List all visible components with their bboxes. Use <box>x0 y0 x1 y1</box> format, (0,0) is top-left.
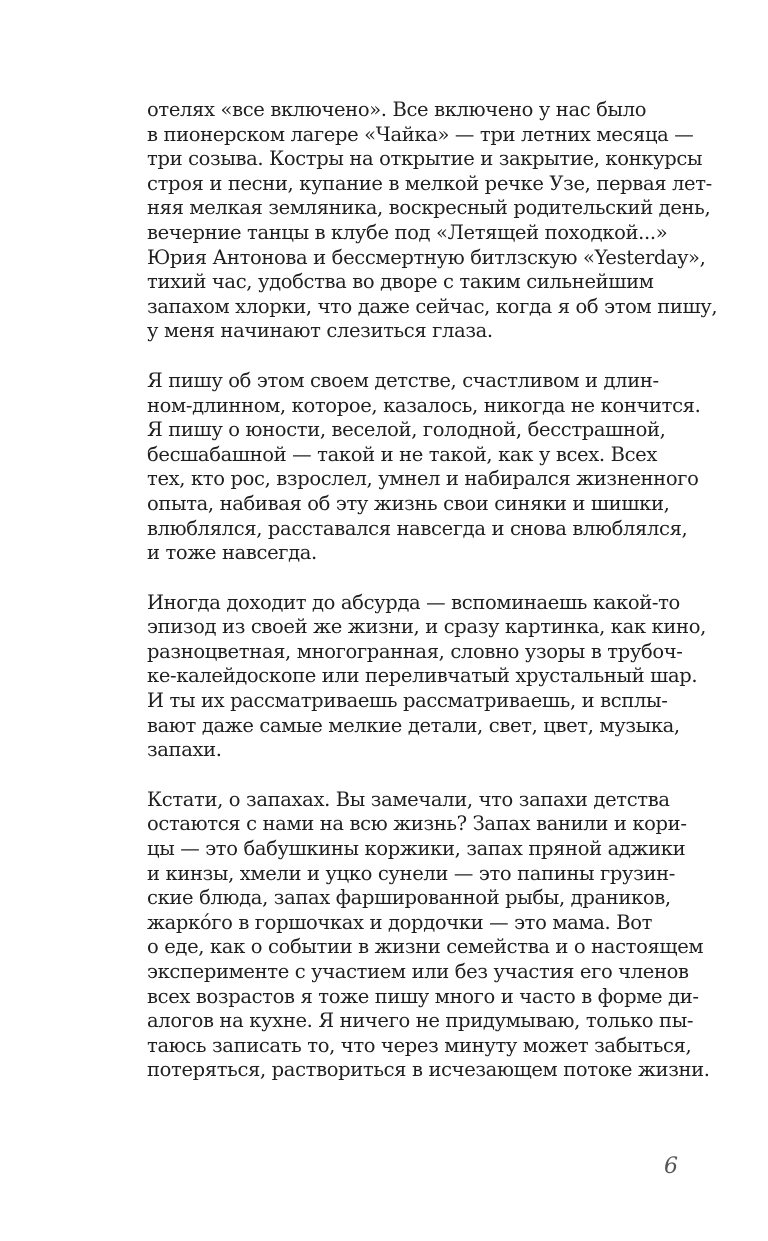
text-line: жаркóго в горшочках и дордочки — это мама. Вот <box>147 910 653 934</box>
text-line: Я пишу об этом своем детстве, счастливом и длин- <box>147 368 659 392</box>
text-line: Юрия Антонова и бессмертную битлзскую «Yesterday», <box>147 245 706 269</box>
text-line: потеряться, раствориться в исчезающем потоке жизни. <box>147 1058 710 1082</box>
text-line: Иногда доходит до абсурда — вспоминаешь какой-то <box>147 590 680 614</box>
paragraph-1 <box>147 98 718 344</box>
text-line: эксперименте с участием или без участия его членов <box>147 960 689 983</box>
text-line: алогов на кухне. Я ничего не придумываю, только пы- <box>147 1009 694 1033</box>
text-line: тех, кто рос, взрослел, умнел и набирался жизненного <box>147 467 699 491</box>
text-line: бесшабашной — такой и не такой, как у всех. Всех <box>147 442 657 466</box>
paragraph-3 <box>147 590 706 763</box>
text-line: отелях «все включено». Все включено у нас было <box>147 98 647 121</box>
text-line: ские блюда, запах фаршированной рыбы, драников, <box>147 886 671 910</box>
text-line: ном-длинном, которое, казалось, никогда не кончится. <box>147 393 701 417</box>
text-line: и кинзы, хмели и уцко сунели — это папины грузин- <box>147 861 675 885</box>
text-line: эпизод из своей же жизни, и сразу картинка, как кино, <box>147 615 706 639</box>
text-line: строя и песни, купание в мелкой речке Узе, первая лет- <box>147 171 712 195</box>
text-line: запахом хлорки, что даже сейчас, когда я об этом пишу, <box>147 294 718 318</box>
paragraph-2 <box>147 368 701 566</box>
text-line: Я пишу о юности, веселой, голодной, бесстрашной, <box>147 418 666 442</box>
text-line: ке-калейдоскопе или переливчатый хрустальный шар. <box>147 664 698 688</box>
text-line: Кстати, о запахах. Вы замечали, что запахи детства <box>147 787 670 811</box>
text-line: таюсь записать то, что через минуту может забыться, <box>147 1033 692 1057</box>
text-line: три созыва. Костры на открытие и закрытие, конкурсы <box>147 147 703 171</box>
text-line: разноцветная, многогранная, словно узоры в трубоч- <box>147 639 683 663</box>
text-line: о еде, как о событии в жизни семейства и о настоящем <box>147 935 704 959</box>
body-text <box>147 98 718 1108</box>
text-line: вечерние танцы в клубе под «Летящей походкой...» <box>147 220 668 244</box>
text-line: влюблялся, расставался навсегда и снова влюблялся, <box>147 516 688 540</box>
text-line: в пионерском лагере «Чайка» — три летних месяца — <box>147 122 694 146</box>
text-line: остаются с нами на всю жизнь? Запах ванили и кори- <box>147 812 687 836</box>
text-line: И ты их рассматриваешь рассматриваешь, и всплы- <box>147 689 668 713</box>
text-line: запахи. <box>147 738 222 762</box>
paragraph-4 <box>147 787 710 1083</box>
text-line: всех возрастов я тоже пишу много и часто в форме ди- <box>147 984 699 1008</box>
text-line: и тоже навсегда. <box>147 541 317 565</box>
page-number: 6 <box>664 1154 678 1179</box>
text-line: няя мелкая земляника, воскресный родительский день, <box>147 196 711 220</box>
text-line: у меня начинают слезиться глаза. <box>147 319 493 343</box>
text-line: опыта, набивая об эту жизнь свои синяки и шишки, <box>147 491 670 515</box>
text-line: вают даже самые мелкие детали, свет, цвет, музыка, <box>147 713 680 737</box>
text-line: тихий час, удобства во дворе с таким сильнейшим <box>147 270 654 294</box>
text-line: цы — это бабушкины коржики, запах пряной аджики <box>147 837 686 861</box>
